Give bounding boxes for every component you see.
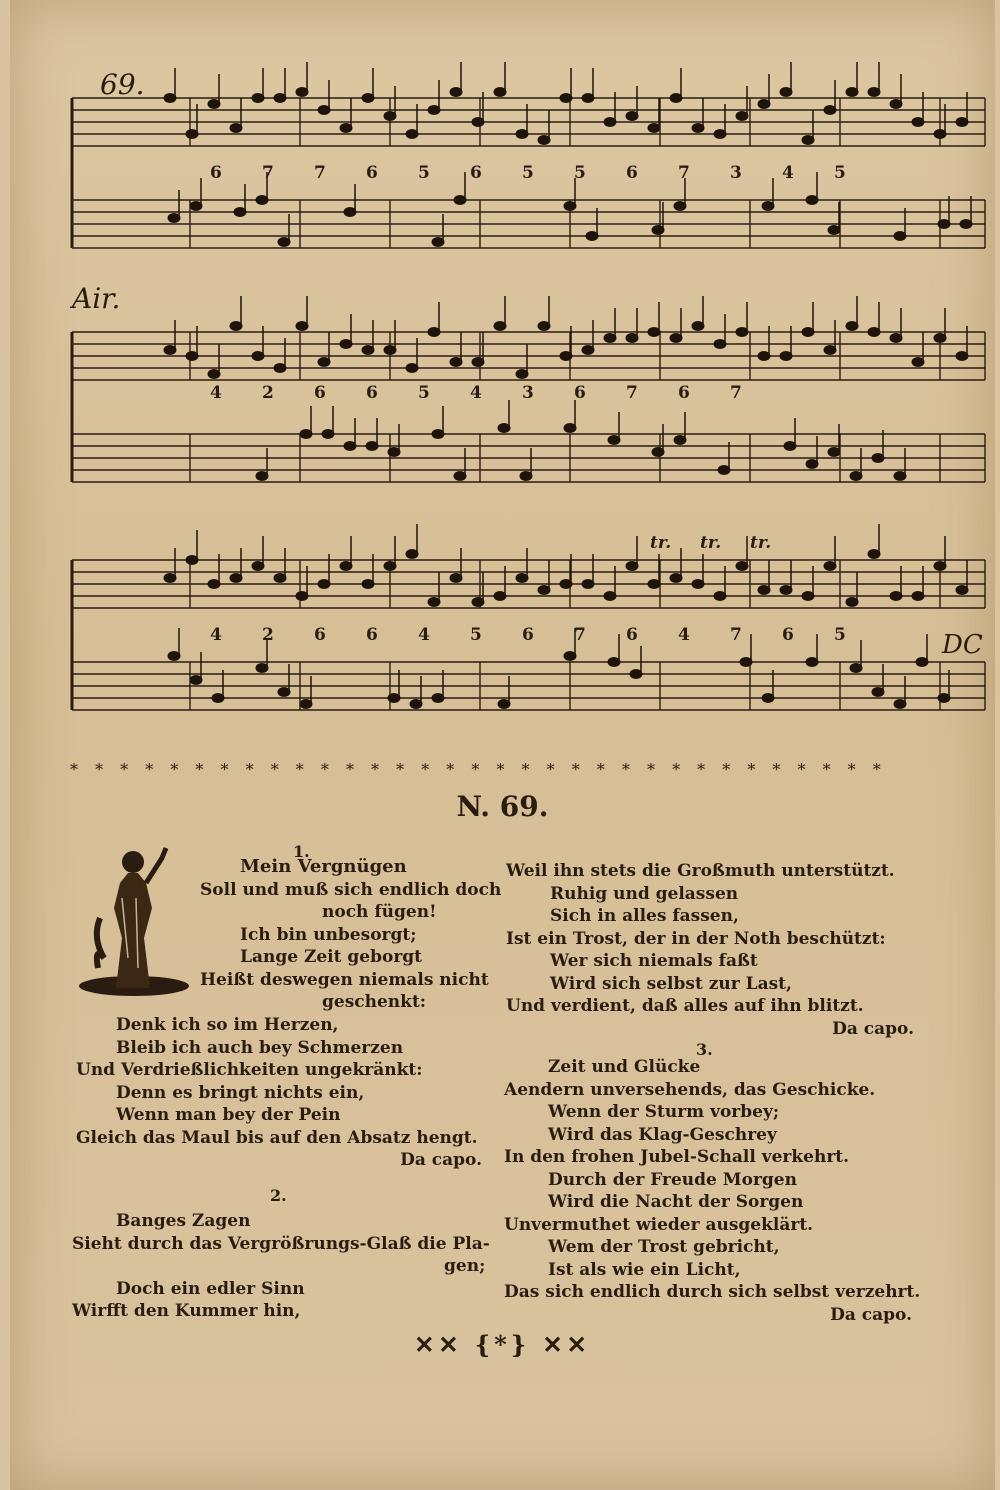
note-head xyxy=(164,574,176,583)
note-head xyxy=(454,472,466,481)
note-head xyxy=(520,472,532,481)
note-head xyxy=(406,364,418,373)
figured-bass-number: 4 xyxy=(782,163,794,183)
figured-bass-number: 6 xyxy=(314,625,326,645)
note-head xyxy=(538,136,550,145)
verse-line: Sich in alles fassen, xyxy=(550,906,739,926)
figured-bass-number: 2 xyxy=(262,625,274,645)
note-head xyxy=(872,688,884,697)
music-score xyxy=(10,0,995,760)
note-head xyxy=(582,346,594,355)
note-head xyxy=(652,448,664,457)
note-head xyxy=(388,448,400,457)
verse-line: Gleich das Maul bis auf den Absatz hengt. xyxy=(76,1127,478,1148)
note-head xyxy=(626,112,638,121)
figured-bass-number: 6 xyxy=(782,625,794,645)
note-head xyxy=(934,130,946,139)
note-head xyxy=(740,658,752,667)
verse-line: Wem der Trost gebricht, xyxy=(548,1237,780,1257)
note-head xyxy=(608,658,620,667)
figured-bass-number: 6 xyxy=(522,625,534,645)
note-head xyxy=(604,118,616,127)
note-head xyxy=(648,124,660,133)
note-head xyxy=(164,346,176,355)
verse-line: gen; xyxy=(444,1256,486,1276)
note-head xyxy=(626,562,638,571)
note-head xyxy=(828,226,840,235)
note-head xyxy=(168,652,180,661)
note-head xyxy=(388,694,400,703)
figured-bass-number: 5 xyxy=(522,163,534,183)
verse-line: Denn es bringt nichts ein, xyxy=(116,1082,365,1103)
note-head xyxy=(824,346,836,355)
left-column-verse-1b xyxy=(76,1014,496,1172)
verse-number-1: 1. xyxy=(293,842,310,861)
figured-bass-number: 6 xyxy=(366,625,378,645)
staff-lines xyxy=(72,98,985,710)
note-head xyxy=(802,328,814,337)
figured-bass-number: 6 xyxy=(366,163,378,183)
note-head xyxy=(626,334,638,343)
note-head xyxy=(762,694,774,703)
note-head xyxy=(278,688,290,697)
note-head xyxy=(670,94,682,103)
figured-bass-number: 6 xyxy=(678,383,690,403)
note-head xyxy=(432,430,444,439)
note-head xyxy=(604,592,616,601)
note-head xyxy=(960,220,972,229)
note-head xyxy=(494,592,506,601)
note-head xyxy=(582,580,594,589)
note-head xyxy=(868,550,880,559)
note-head xyxy=(498,700,510,709)
note-head xyxy=(850,472,862,481)
note-head xyxy=(758,352,770,361)
note-head xyxy=(894,232,906,241)
note-head xyxy=(498,424,510,433)
note-head xyxy=(564,424,576,433)
figured-bass-number: 5 xyxy=(834,625,846,645)
figured-bass-number: 5 xyxy=(834,163,846,183)
note-head xyxy=(806,460,818,469)
note-head xyxy=(256,196,268,205)
verse-line: Ruhig und gelassen xyxy=(550,883,739,904)
note-head xyxy=(938,694,950,703)
da-capo-2: Da capo. xyxy=(832,1018,914,1039)
figured-bass-number: 3 xyxy=(730,163,742,183)
note-head xyxy=(212,694,224,703)
verse-line: Heißt deswegen niemals nicht xyxy=(200,969,489,990)
note-head xyxy=(428,598,440,607)
note-head xyxy=(450,574,462,583)
verse-line: Doch ein edler Sinn xyxy=(116,1278,305,1299)
note-head xyxy=(384,346,396,355)
verse-number-2: 2. xyxy=(270,1186,287,1205)
note-head xyxy=(564,652,576,661)
figured-bass-number: 5 xyxy=(470,625,482,645)
da-capo-mark: DC xyxy=(942,630,983,660)
note-head xyxy=(890,592,902,601)
note-head xyxy=(868,328,880,337)
note-head xyxy=(630,670,642,679)
verse-line: Unvermuthet wieder ausgeklärt. xyxy=(504,1214,814,1235)
music-number-label: 69. xyxy=(100,68,145,101)
figured-bass-number: 7 xyxy=(626,383,638,403)
figured-bass-number: 4 xyxy=(678,625,690,645)
verse-line: Und Verdrießlichkeiten ungekränkt: xyxy=(76,1060,423,1080)
verse-line: geschenkt: xyxy=(322,992,427,1012)
note-head xyxy=(806,196,818,205)
note-head xyxy=(190,202,202,211)
note-head xyxy=(674,436,686,445)
note-head xyxy=(692,124,704,133)
note-head xyxy=(780,352,792,361)
note-head xyxy=(758,586,770,595)
note-head xyxy=(736,112,748,121)
figured-bass-number: 6 xyxy=(626,625,638,645)
note-head xyxy=(934,334,946,343)
note-head xyxy=(850,664,862,673)
verse-line: Wird die Nacht der Sorgen xyxy=(548,1192,804,1212)
trill-mark: tr. xyxy=(650,533,672,553)
note-head xyxy=(428,328,440,337)
note-head xyxy=(780,88,792,97)
verse-line: Durch der Freude Morgen xyxy=(548,1169,797,1190)
note-head xyxy=(824,562,836,571)
note-head xyxy=(780,586,792,595)
note-head xyxy=(494,88,506,97)
note-head xyxy=(560,352,572,361)
note-head xyxy=(956,352,968,361)
note-head xyxy=(454,196,466,205)
verse-line: Bleib ich auch bey Schmerzen xyxy=(116,1037,404,1058)
verse-line: Wirfft den Kummer hin, xyxy=(72,1301,301,1321)
note-head xyxy=(916,658,928,667)
note-head xyxy=(758,100,770,109)
note-head xyxy=(428,106,440,115)
figured-bass-number: 6 xyxy=(366,383,378,403)
note-head xyxy=(582,94,594,103)
note-head xyxy=(890,334,902,343)
figured-bass-number: 6 xyxy=(574,383,586,403)
note-head xyxy=(828,448,840,457)
note-head xyxy=(824,106,836,115)
figured-bass-number: 4 xyxy=(470,383,482,403)
note-head xyxy=(450,88,462,97)
note-head xyxy=(912,358,924,367)
verse-line: Ist ein Trost, der in der Noth beschützt: xyxy=(506,928,886,949)
note-head xyxy=(366,442,378,451)
figured-bass-number: 6 xyxy=(626,163,638,183)
note-head xyxy=(186,130,198,139)
note-head xyxy=(406,550,418,559)
figured-bass-number: 4 xyxy=(418,625,430,645)
note-head xyxy=(516,574,528,583)
note-head xyxy=(230,322,242,331)
note-head xyxy=(208,100,220,109)
note-head xyxy=(300,700,312,709)
note-head xyxy=(956,118,968,127)
verse-line: Zeit und Glücke xyxy=(548,1057,701,1077)
note-head xyxy=(362,346,374,355)
note-head xyxy=(252,562,264,571)
verse-line: Und verdient, daß alles auf ihn blitzt. xyxy=(506,996,864,1016)
note-head xyxy=(718,466,730,475)
woodcut-figure-icon xyxy=(76,838,192,998)
note-head xyxy=(784,442,796,451)
note-head xyxy=(362,94,374,103)
note-head xyxy=(938,220,950,229)
note-head xyxy=(894,472,906,481)
verse-line: Denk ich so im Herzen, xyxy=(116,1015,339,1035)
note-head xyxy=(516,130,528,139)
note-head xyxy=(318,106,330,115)
note-head xyxy=(274,94,286,103)
note-head xyxy=(296,592,308,601)
note-head xyxy=(846,598,858,607)
note-head xyxy=(472,598,484,607)
note-head xyxy=(846,88,858,97)
figured-bass-number: 7 xyxy=(574,625,586,645)
verse-line: Wird das Klag-Geschrey xyxy=(548,1124,777,1145)
figured-bass-number: 2 xyxy=(262,383,274,403)
note-head xyxy=(560,94,572,103)
note-head xyxy=(674,202,686,211)
note-head xyxy=(362,580,374,589)
note-head xyxy=(450,358,462,367)
note-head xyxy=(168,214,180,223)
note-head xyxy=(806,658,818,667)
verse-line: Lange Zeit geborgt xyxy=(240,947,423,967)
note-head xyxy=(278,238,290,247)
left-column-verse-2 xyxy=(72,1210,492,1323)
note-head xyxy=(692,580,704,589)
note-head xyxy=(912,118,924,127)
figured-bass-number: 6 xyxy=(470,163,482,183)
page xyxy=(10,0,995,1490)
verse-line: Aendern unversehends, das Geschicke. xyxy=(504,1079,876,1100)
note-head xyxy=(714,130,726,139)
verse-line: Ist als wie ein Licht, xyxy=(548,1259,741,1280)
verse-line: noch fügen! xyxy=(322,902,437,922)
note-head xyxy=(956,586,968,595)
figured-bass-number: 6 xyxy=(210,163,222,183)
note-head xyxy=(912,592,924,601)
note-head xyxy=(432,694,444,703)
right-column-verse-1 xyxy=(506,860,926,1040)
note-head xyxy=(538,586,550,595)
note-head xyxy=(410,700,422,709)
note-head xyxy=(670,574,682,583)
note-head xyxy=(208,580,220,589)
note-head xyxy=(344,208,356,217)
note-head xyxy=(652,226,664,235)
verse-line: Weil ihn stets die Großmuth unterstützt. xyxy=(506,861,895,881)
note-head xyxy=(230,124,242,133)
note-head xyxy=(340,562,352,571)
figured-bass-number: 7 xyxy=(262,163,274,183)
note-head xyxy=(560,580,572,589)
note-head xyxy=(670,334,682,343)
trill-mark: tr. xyxy=(700,533,722,553)
note-head xyxy=(208,370,220,379)
note-head xyxy=(516,370,528,379)
da-capo-1: Da capo. xyxy=(400,1150,482,1170)
verse-line: Soll und muß sich endlich doch xyxy=(200,879,502,900)
notes xyxy=(164,62,972,709)
note-head xyxy=(586,232,598,241)
note-head xyxy=(890,100,902,109)
figured-bass-number: 7 xyxy=(730,383,742,403)
note-head xyxy=(256,472,268,481)
note-head xyxy=(604,334,616,343)
note-head xyxy=(252,352,264,361)
note-head xyxy=(340,340,352,349)
figured-bass-number: 4 xyxy=(210,383,222,403)
verse-line: Ich bin unbesorgt; xyxy=(240,924,417,945)
note-head xyxy=(300,430,312,439)
note-head xyxy=(736,328,748,337)
figured-bass-number: 7 xyxy=(678,163,690,183)
right-column-verse-3 xyxy=(504,1056,924,1326)
note-head xyxy=(564,202,576,211)
air-label: Air. xyxy=(72,282,121,315)
separator-stars: * * * * * * * * * * * * * * * * * * * * * * * * * * * * * * * * * xyxy=(70,760,887,779)
note-head xyxy=(186,556,198,565)
note-head xyxy=(190,676,202,685)
figured-bass-number: 5 xyxy=(418,163,430,183)
note-head xyxy=(762,202,774,211)
note-head xyxy=(234,208,246,217)
figured-bass-number: 5 xyxy=(574,163,586,183)
verse-line: In den frohen Jubel-Schall verkehrt. xyxy=(504,1147,850,1167)
figured-bass-number: 4 xyxy=(210,625,222,645)
note-head xyxy=(252,94,264,103)
note-head xyxy=(230,574,242,583)
verse-line: Banges Zagen xyxy=(116,1211,251,1231)
verse-line: Das sich endlich durch sich selbst verzehrt. xyxy=(504,1282,921,1302)
note-head xyxy=(274,364,286,373)
note-head xyxy=(872,454,884,463)
note-head xyxy=(472,118,484,127)
note-head xyxy=(344,442,356,451)
note-head xyxy=(802,592,814,601)
verse-line: Sieht durch das Vergrößrungs-Glaß die Pla- xyxy=(72,1233,490,1254)
verse-line: Wenn der Sturm vorbey; xyxy=(548,1102,780,1122)
note-head xyxy=(318,358,330,367)
note-head xyxy=(692,322,704,331)
note-head xyxy=(296,88,308,97)
note-head xyxy=(322,430,334,439)
note-head xyxy=(868,88,880,97)
note-head xyxy=(648,328,660,337)
song-title: N. 69. xyxy=(456,790,549,823)
figured-bass-number: 5 xyxy=(418,383,430,403)
note-head xyxy=(384,112,396,121)
note-head xyxy=(802,136,814,145)
note-head xyxy=(714,340,726,349)
verse-line: Wer sich niemals faßt xyxy=(550,951,758,971)
note-head xyxy=(256,664,268,673)
note-head xyxy=(406,130,418,139)
figured-bass-number: 6 xyxy=(314,383,326,403)
da-capo-3: Da capo. xyxy=(830,1304,912,1325)
verse-number-3: 3. xyxy=(696,1040,713,1059)
end-ornament-icon: ✕✕ {*} ✕✕ xyxy=(414,1330,591,1359)
figured-bass-number: 7 xyxy=(314,163,326,183)
note-head xyxy=(538,322,550,331)
verse-line: Wird sich selbst zur Last, xyxy=(550,973,792,994)
trill-mark: tr. xyxy=(750,533,772,553)
note-head xyxy=(714,592,726,601)
figured-bass-number: 7 xyxy=(730,625,742,645)
note-head xyxy=(186,352,198,361)
note-head xyxy=(384,562,396,571)
note-head xyxy=(432,238,444,247)
note-head xyxy=(934,562,946,571)
note-head xyxy=(846,322,858,331)
note-head xyxy=(340,124,352,133)
note-head xyxy=(472,358,484,367)
note-head xyxy=(274,574,286,583)
note-head xyxy=(648,580,660,589)
note-head xyxy=(736,562,748,571)
note-head xyxy=(494,322,506,331)
figured-bass-number: 3 xyxy=(522,383,534,403)
verse-line: Mein Vergnügen xyxy=(240,856,407,877)
note-head xyxy=(608,436,620,445)
note-head xyxy=(164,94,176,103)
verse-line: Wenn man bey der Pein xyxy=(116,1105,341,1125)
note-head xyxy=(296,322,308,331)
note-head xyxy=(894,700,906,709)
note-head xyxy=(318,580,330,589)
left-column-verse-1 xyxy=(200,856,502,1014)
